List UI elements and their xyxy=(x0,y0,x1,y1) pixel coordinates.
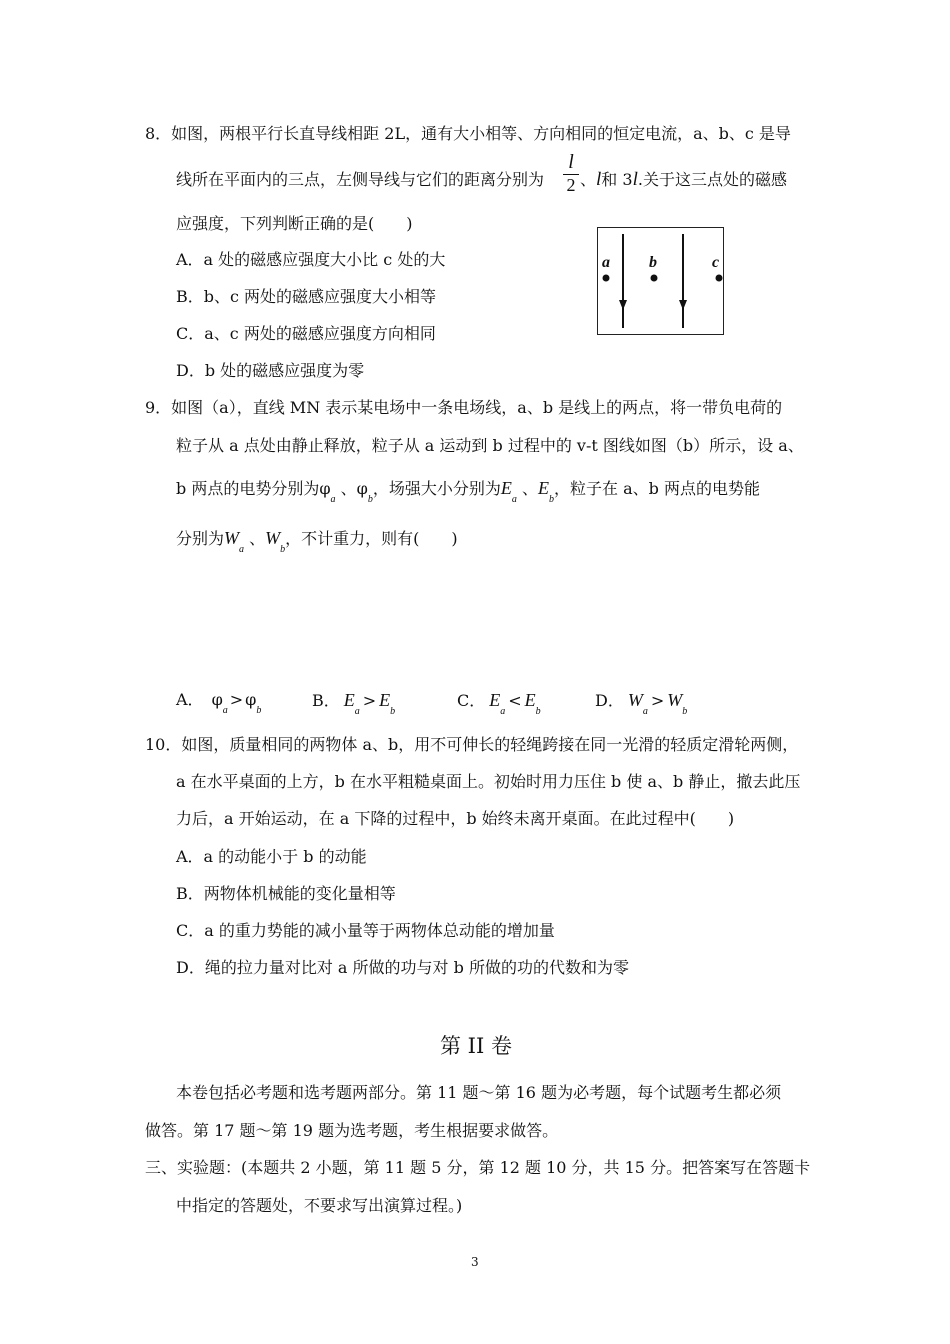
q10-line1: 10．如图，质量相同的两物体 a、b，用不可伸长的轻绳跨接在同一光滑的轻质定滑轮两侧， xyxy=(145,735,799,754)
q10-option-a: A．a 的动能小于 b 的动能 xyxy=(176,847,367,866)
q10-option-c: C．a 的重力势能的减小量等于两物体总动能的增加量 xyxy=(176,921,555,940)
q9-option-c xyxy=(457,690,541,717)
q9-e-a: E xyxy=(500,478,512,498)
q10-line2: a 在水平桌面的上方，b 在水平粗糙桌面上。初始时用力压住 b 使 a、b 静止，撤去此压 xyxy=(176,772,801,791)
q8-fraction xyxy=(562,152,580,195)
q8-l-symbol-2: l xyxy=(632,169,638,190)
q9-option-a-left-sub: a xyxy=(222,705,228,716)
q9-line3-text-c: ，粒子在 a、b 两点的电势能 xyxy=(553,479,760,498)
q9-option-d-label: D． xyxy=(595,691,624,710)
q9-w-sub-b: b xyxy=(280,544,286,555)
q9-option-c-op: < xyxy=(508,691,522,710)
q9-sep-3: 、 xyxy=(249,529,266,548)
q9-line3 xyxy=(176,478,760,505)
q9-option-a-label: A． xyxy=(176,690,204,709)
q9-option-d-op: > xyxy=(650,691,665,710)
q8-figure-svg xyxy=(598,228,723,334)
q9-option-d-left: W xyxy=(627,690,643,710)
q9-option-a xyxy=(176,690,262,716)
q9-sep: 、 xyxy=(340,479,357,498)
q9-option-b-right-sub: b xyxy=(390,706,396,717)
part3-line2: 中指定的答题处，不要求写出演算过程。) xyxy=(176,1196,463,1215)
page-number: 3 xyxy=(471,1255,479,1269)
q10-line3: 力后，a 开始运动，在 a 下降的过程中，b 始终未离开桌面。在此过程中( ) xyxy=(176,809,735,828)
q8-option-b: B．b、c 两处的磁感应强度大小相等 xyxy=(176,287,437,306)
q9-e-sub-b: b xyxy=(548,494,554,505)
q9-sub-b: b xyxy=(367,494,373,505)
q8-sep: 、 xyxy=(580,170,597,189)
q9-line1: 9．如图（a），直线 MN 表示某电场中一条电场线，a、b 是线上的两点，将一带负电荷的 xyxy=(145,398,783,417)
q9-option-a-op: > xyxy=(229,690,244,709)
q9-option-b xyxy=(312,690,396,717)
q8-line2-text-a: 线所在平面内的三点，左侧导线与它们的距离分别为 xyxy=(176,170,545,189)
q8-line2-rest xyxy=(580,170,787,190)
q9-option-b-left-sub: a xyxy=(354,706,360,717)
q9-option-a-right-sub: b xyxy=(256,705,262,716)
q9-line3-text-a: b 两点的电势分别为φ xyxy=(176,479,331,498)
q9-option-c-right: E xyxy=(524,690,536,710)
q8-figure-wires xyxy=(597,227,724,335)
q9-line2: 粒子从 a 点处由静止释放，粒子从 a 运动到 b 过程中的 v-t 图线如图（b）所示，设 a、 xyxy=(176,436,804,455)
q8-line2 xyxy=(176,170,544,190)
q9-w-b: W xyxy=(265,528,281,548)
q8-fraction-numerator: l xyxy=(568,151,574,173)
section-intro-line1: 本卷包括必考题和选考题两部分。第 11 题～第 16 题为必考题，每个试题考生都必须 xyxy=(176,1083,782,1102)
point-b-dot xyxy=(651,275,658,282)
q8-option-a: A．a 处的磁感应强度大小比 c 处的大 xyxy=(176,250,446,269)
q9-option-c-right-sub: b xyxy=(535,706,541,717)
q9-option-c-label: C． xyxy=(457,691,486,710)
point-c-label: c xyxy=(712,254,720,271)
q9-option-b-label: B． xyxy=(312,691,340,710)
q8-line2-text-c: .关于这三点处的磁感 xyxy=(637,170,787,189)
q10-option-b: B．两物体机械能的变化量相等 xyxy=(176,884,396,903)
q9-option-c-left: E xyxy=(489,690,501,710)
q8-l-symbol: l xyxy=(596,169,602,190)
q9-w-a: W xyxy=(224,528,240,548)
left-wire-arrow-icon xyxy=(619,300,627,310)
q8-fraction-denominator: 2 xyxy=(566,175,576,195)
q9-option-b-op: > xyxy=(362,691,377,710)
q9-sep-2: 、 xyxy=(521,479,538,498)
point-a-label: a xyxy=(602,254,610,271)
part3-line1: 三、实验题：(本题共 2 小题，第 11 题 5 分，第 12 题 10 分，共 15 分。把答案写在答题卡 xyxy=(145,1158,811,1177)
q9-sub-a: a xyxy=(330,494,336,505)
q9-option-c-left-sub: a xyxy=(500,706,506,717)
q9-option-b-left: E xyxy=(343,690,355,710)
q9-option-d xyxy=(595,690,688,717)
q9-option-a-left: φ xyxy=(211,690,223,709)
q9-w-sub-a: a xyxy=(239,544,245,555)
q8-line1: 8．如图，两根平行长直导线相距 2L，通有大小相等、方向相同的恒定电流，a、b、c 是导 xyxy=(145,124,791,143)
q9-line4-text-b: ，不计重力，则有( ) xyxy=(285,529,458,548)
q9-e-b: E xyxy=(537,478,549,498)
q9-line4-text-a: 分别为 xyxy=(176,529,225,548)
q9-option-d-right-sub: b xyxy=(682,706,688,717)
q9-option-d-right: W xyxy=(667,690,683,710)
q9-option-a-right: φ xyxy=(245,690,257,709)
q9-option-d-left-sub: a xyxy=(642,706,648,717)
section-intro-line2: 做答。第 17 题～第 19 题为选考题，考生根据要求做答。 xyxy=(145,1121,559,1140)
point-c-dot xyxy=(716,275,723,282)
point-a-dot xyxy=(603,275,610,282)
section-title: 第 II 卷 xyxy=(440,1034,512,1058)
q8-option-c: C．a、c 两处的磁感应强度方向相同 xyxy=(176,324,436,343)
q9-line3-text-b: ，场强大小分别为 xyxy=(372,479,501,498)
q8-option-d: D．b 处的磁感应强度为零 xyxy=(176,361,365,380)
q9-option-b-right: E xyxy=(379,690,391,710)
q8-line2-text-b: 和 3 xyxy=(601,170,633,189)
q9-line4 xyxy=(176,528,458,555)
point-b-label: b xyxy=(649,254,657,271)
q8-line3: 应强度，下列判断正确的是( ) xyxy=(176,214,413,233)
q9-phi-b: φ xyxy=(356,479,368,498)
q10-option-d: D．绳的拉力量对比对 a 所做的功与对 b 所做的功的代数和为零 xyxy=(176,958,629,977)
q9-e-sub-a: a xyxy=(511,494,517,505)
right-wire-arrow-icon xyxy=(679,300,687,310)
